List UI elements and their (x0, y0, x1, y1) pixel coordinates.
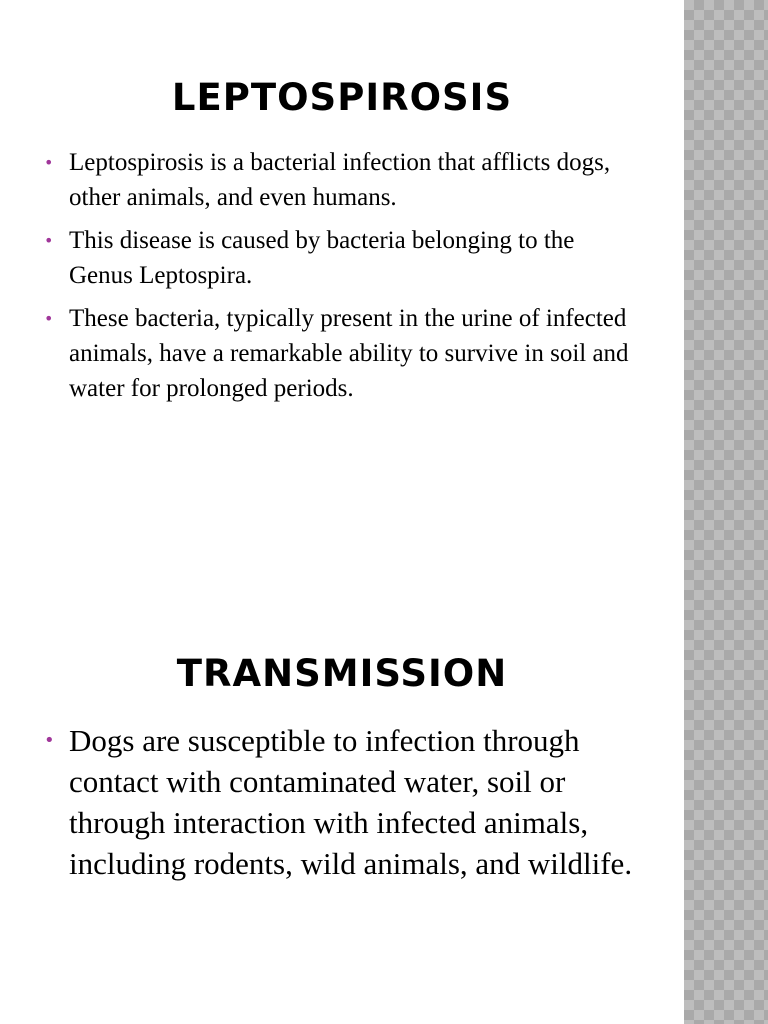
list-item (44, 720, 644, 884)
bullet-dot-icon: • (44, 309, 54, 328)
slide-title-leptospirosis: LEPTOSPIROSIS (171, 76, 513, 119)
decorative-pattern-strip (684, 0, 768, 1024)
bullet-text: Dogs are susceptible to infection through contact with contaminated water, soil or through interaction with infected animals, including rodents, wild animals, and wildlife. (69, 723, 633, 881)
list-item (44, 223, 644, 293)
bullet-dot-icon: • (44, 153, 54, 172)
slide-title-transmission: TRANSMISSION (176, 652, 508, 695)
bullet-dot-icon: • (44, 730, 55, 751)
list-item (44, 145, 644, 215)
bullet-text: These bacteria, typically present in the urine of infected animals, have a remarkable ability to survive in soil and water for prolonged periods. (69, 305, 629, 402)
bullet-list-transmission (44, 720, 644, 884)
list-item (44, 301, 644, 406)
bullet-text: This disease is caused by bacteria belonging to the Genus Leptospira. (69, 227, 575, 289)
bullet-dot-icon: • (44, 231, 54, 250)
bullet-text: Leptospirosis is a bacterial infection that afflicts dogs, other animals, and even humans. (69, 149, 611, 211)
bullet-list-leptospirosis (44, 145, 644, 414)
